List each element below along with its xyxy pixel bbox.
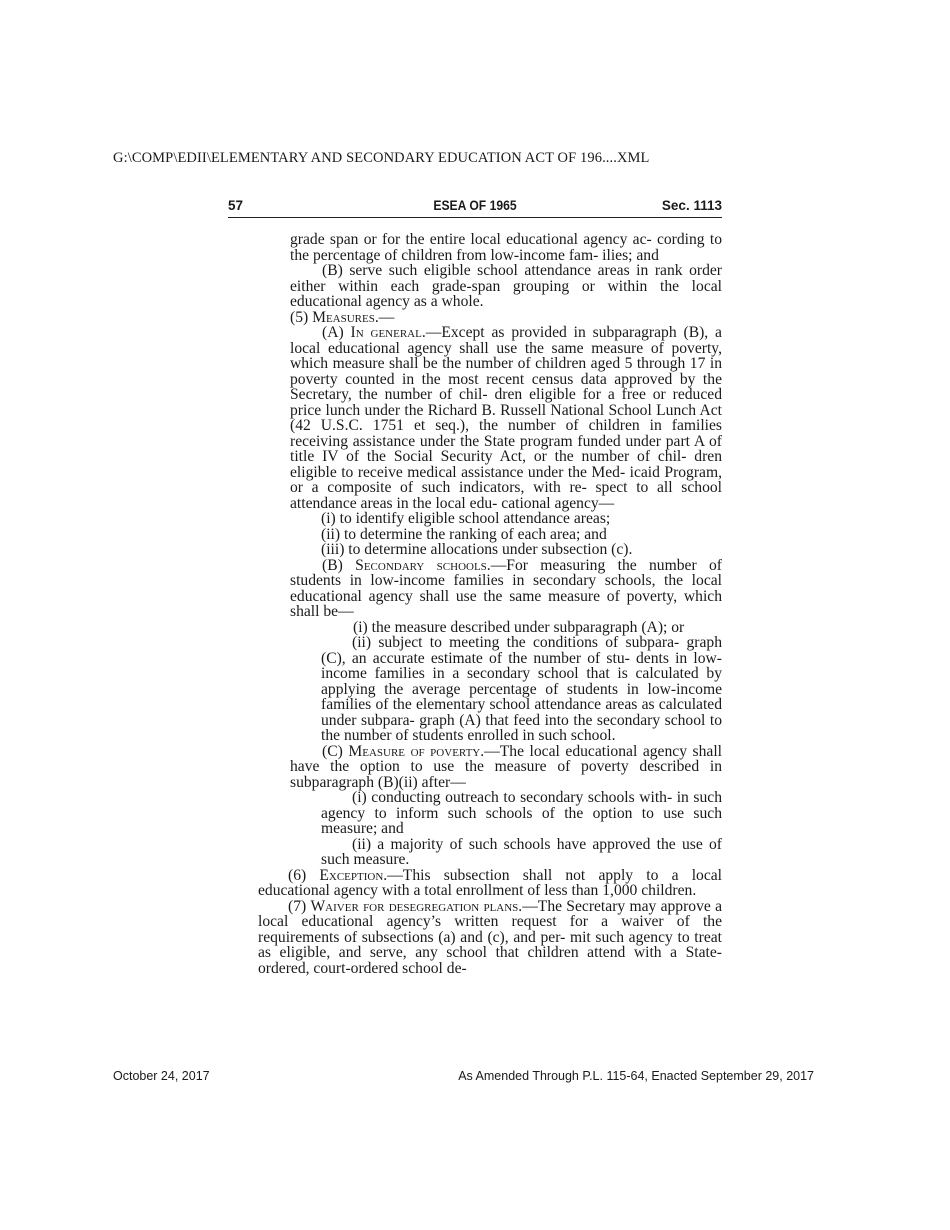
paragraph-text: .—This subsection shall not apply to a local educational agency with a total enrollment of less than 1,000 children. (258, 866, 722, 899)
paragraph-number: (6) (288, 866, 320, 884)
page-number: 57 (228, 198, 244, 213)
paragraph-continuation: grade span or for the entire local educational agency ac- cording to the percentage of children from low-income fam- ilies; and (290, 231, 722, 264)
clause-5a-ii: (ii) to determine the ranking of each area; and (321, 525, 607, 543)
paragraph-number: (5) (290, 308, 313, 326)
clause-5a-i: (i) to identify eligible school attendance areas; (321, 510, 611, 527)
paragraph-4b: (B) serve such eligible school attendance areas in rank order either within each grade-span grouping or within the local educational agency as a whole. (290, 262, 722, 310)
subparagraph-5a (258, 325, 722, 511)
clause-5a-iii: (iii) to determine allocations under subsection (c). (321, 541, 633, 558)
paragraph-number: (C) (322, 742, 349, 760)
file-path-header: G:\COMP\EDII\ELEMENTARY AND SECONDARY EDUCATION ACT OF 196....XML (113, 150, 650, 166)
footer-amended-note: As Amended Through P.L. 115-64, Enacted September 29, 2017 (458, 1069, 814, 1083)
clause-5b-ii: (ii) subject to meeting the conditions of subpara- graph (C), an accurate estimate of the number of stu- dents in low-income families in a secondary school that is calculated by applying the average percentage of students in low-income families of the elementary school attendance areas as calculated under subpara- graph (A) that feed into the secondary school to the number of students enrolled in such school. (321, 634, 722, 744)
paragraph-heading: Measures (312, 308, 375, 326)
paragraph-text: .—Except as provided in subparagraph (B), a local educational agency shall use the same measure of poverty, which measure shall be the number of children aged 5 through 17 in poverty counted in the most recent census data approved by the Secretary, the number of chil- dren eligible for a free or reduced price lunch under the Richard B. Russell National School Lunch Act (42 U.S.C. 1751 et seq.), the number of children in families receiving assistance under the State program funded under part A of title IV of the Social Security Act, or the number of chil- dren eligible to receive medical assistance under the Med- icaid Program, or a composite of such indicators, with re- spect to all school attendance areas in the local edu- cational agency— (290, 324, 722, 512)
running-head (228, 198, 722, 218)
paragraph-text: .—For measuring the number of students in low-income families in secondary schools, the local educational agency shall use the same measure of poverty, which shall be— (290, 556, 722, 620)
paragraph-heading: In general (350, 324, 422, 341)
paragraph-number: (A) (322, 324, 351, 341)
clause-5c-ii: (ii) a majority of such schools have approved the use of such measure. (321, 835, 722, 868)
clause-5c-i: (i) conducting outreach to secondary schools with- in such agency to inform such schools of the option to use such measure; and (321, 789, 722, 837)
paragraph-text: .—The Secretary may approve a local educational agency’s written request for a waiver of the requirements of subsections (a) and (c), and per- mit such agency to treat as eligible, and serve, any school that children attend with a State-ordered, court-ordered school de- (258, 897, 722, 977)
paragraph-number: (7) (288, 897, 311, 915)
paragraph-7 (258, 899, 722, 977)
act-title: ESEA OF 1965 (433, 198, 517, 213)
paragraph-heading: Exception (319, 866, 384, 884)
subparagraph-5c (258, 744, 722, 791)
paragraph-6 (258, 868, 722, 899)
heading-dash: .— (374, 308, 395, 326)
clause-5b-i: (i) the measure described under subparagraph (A); or (353, 618, 685, 636)
subparagraph-5b (258, 558, 722, 620)
footer-date: October 24, 2017 (113, 1069, 210, 1083)
paragraph-number: (B) (322, 556, 356, 574)
paragraph-heading: Secondary schools (355, 556, 487, 574)
paragraph-5-heading (258, 310, 722, 326)
section-number: Sec. 1113 (661, 198, 722, 213)
paragraph-heading: Measure of poverty (348, 742, 481, 760)
statute-text (258, 232, 722, 976)
paragraph-text: .—The local educational agency shall have the option to use the measure of poverty described in subparagraph (B)(ii) after— (290, 742, 723, 791)
paragraph-heading: Waiver for desegregation plans (310, 897, 519, 915)
